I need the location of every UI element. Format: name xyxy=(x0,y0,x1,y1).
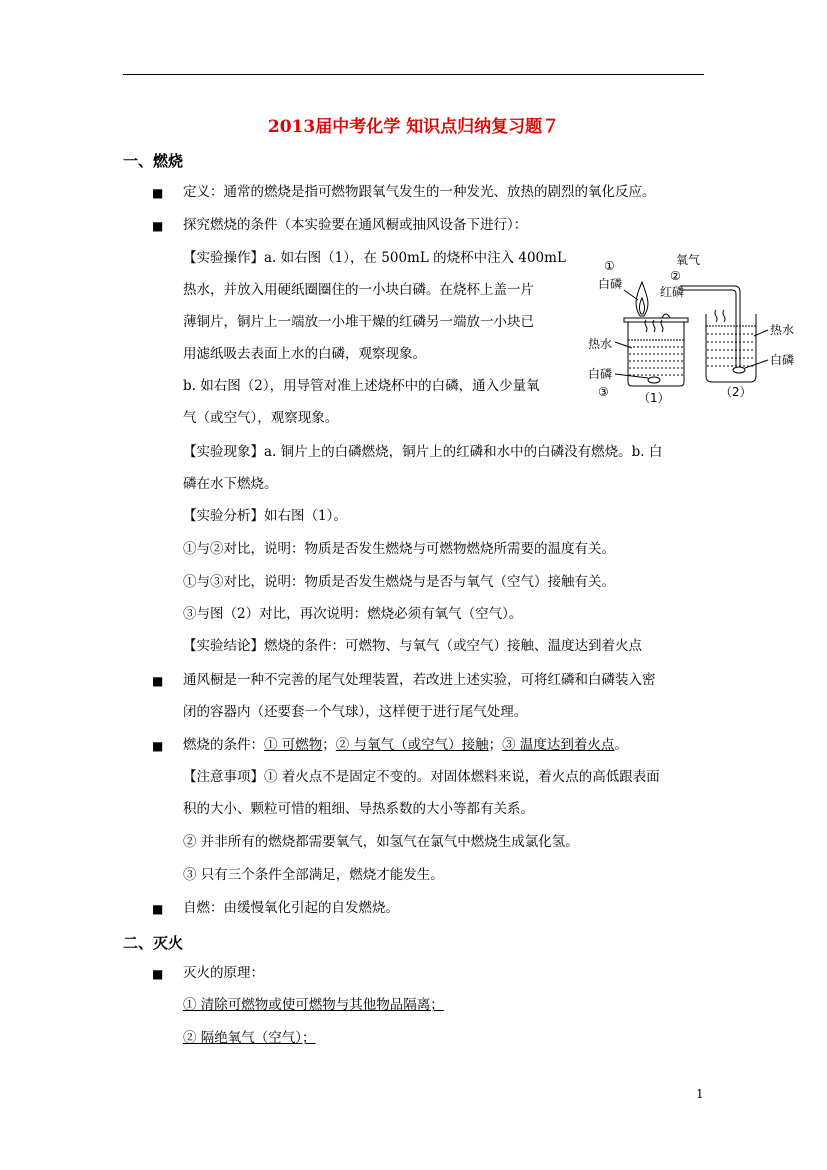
combustion-experiment-figure xyxy=(580,244,820,412)
bullet-icon: ■ xyxy=(152,967,164,981)
bullet-icon: ■ xyxy=(152,739,164,753)
document-title: 2013届中考化学 知识点归纳复习题７ xyxy=(267,117,560,137)
header-rule xyxy=(123,74,704,75)
label-hot-water-left: 热水 xyxy=(588,337,613,351)
phenomenon-line: 磷在水下燃烧。 xyxy=(183,476,278,492)
label-hot-water-right: 热水 xyxy=(770,323,795,337)
operation-line: 用滤纸吸去表面上水的白磷，观察现象。 xyxy=(183,346,426,362)
explore-text: 探究燃烧的条件（本实验要在通风橱或抽风设备下进行）： xyxy=(183,217,528,233)
label-1: ① xyxy=(604,259,615,273)
section-heading-combustion: 一、燃烧 xyxy=(123,152,184,170)
hood-line: 闭的容器内（还要套一个气球），这样便于进行尾气处理。 xyxy=(183,704,528,720)
conditions-end: 。 xyxy=(614,737,628,753)
hood-line: 通风橱是一种不完善的尾气处理装置，若改进上述实验，可将红磷和白磷装入密 xyxy=(183,672,656,688)
condition-oxygen: ② 与氧气（或空气）接触 xyxy=(335,737,489,753)
conditions-prefix: 燃烧的条件： xyxy=(183,737,264,753)
page-number: 1 xyxy=(696,1087,704,1101)
bullet-icon: ■ xyxy=(152,674,164,688)
notes-line: ② 并非所有的燃烧都需要氧气，如氢气在氯气中燃烧生成氯化氢。 xyxy=(183,834,579,850)
label-oxygen: 氧气 xyxy=(676,253,701,267)
condition-separator: ； xyxy=(488,737,503,753)
operation-line: 薄铜片，铜片上一端放一小堆干燥的红磷另一端放一小块已 xyxy=(183,314,534,330)
self-ignition-text: 自燃：由缓慢氧化引起的自发燃烧。 xyxy=(183,900,399,916)
conditions-line xyxy=(183,737,628,753)
definition-text: 定义：通常的燃烧是指可燃物跟氧气发生的一种发光、放热的剧烈的氧化反应。 xyxy=(183,184,656,200)
principle-item: ① 清除可燃物或使可燃物与其他物品隔离； xyxy=(183,997,444,1013)
notes-line: 积的大小、颗粒可惜的粗细、导热系数的大小等都有关系。 xyxy=(183,801,534,817)
beaker-2 xyxy=(706,314,756,382)
notes-line: 【注意事项】① 着火点不是固定不变的。对固体燃料来说，着火点的高低跟表面 xyxy=(183,769,660,785)
copper-plate xyxy=(624,318,688,322)
principle-item: ② 隔绝氧气（空气）； xyxy=(183,1030,316,1046)
operation-line: 【实验操作】a. 如右图（1），在 500mL 的烧杯中注入 400mL xyxy=(183,250,566,266)
conclusion-line: 【实验结论】燃烧的条件：可燃物、与氧气（或空气）接触、温度达到着火点 xyxy=(183,638,642,654)
condition-separator: ； xyxy=(322,737,336,753)
label-white-phosphorus-top: 白磷 xyxy=(598,277,623,291)
operation-line: 气（或空气），观察现象。 xyxy=(183,410,339,426)
operation-line: b. 如右图（2），用导管对准上述烧杯中的白磷，通入少量氧 xyxy=(183,378,540,394)
label-red-phosphorus: 红磷 xyxy=(660,285,685,299)
operation-line: 热水，并放入用硬纸圈圈住的一小块白磷。在烧杯上盖一片 xyxy=(183,282,534,298)
notes-line: ③ 只有三个条件全部满足，燃烧才能发生。 xyxy=(183,867,444,883)
label-2: ② xyxy=(670,269,681,283)
analysis-line: ①与②对比，说明：物质是否发生燃烧与可燃物燃烧所需要的温度有关。 xyxy=(183,541,615,557)
bullet-icon: ■ xyxy=(152,219,164,233)
condition-combustible: ① 可燃物 xyxy=(264,737,323,753)
analysis-line: 【实验分析】如右图（1）。 xyxy=(183,508,347,524)
label-white-phosphorus-left: 白磷 xyxy=(588,367,613,381)
principle-text: 灭火的原理： xyxy=(183,965,264,981)
caption-1: （1） xyxy=(638,391,670,405)
label-white-phosphorus-right: 白磷 xyxy=(770,353,795,367)
analysis-line: ①与③对比，说明：物质是否发生燃烧与是否与氧气（空气）接触有关。 xyxy=(183,574,615,590)
analysis-line: ③与图（2）对比，再次说明：燃烧必须有氧气（空气）。 xyxy=(183,606,523,622)
phenomenon-line: 【实验现象】a. 铜片上的白磷燃烧，铜片上的红磷和水中的白磷没有燃烧。b. 白 xyxy=(183,444,663,460)
condition-ignition-point: ③ 温度达到着火点 xyxy=(502,737,615,753)
section-heading-extinguish: 二、灭火 xyxy=(123,934,184,952)
bullet-icon: ■ xyxy=(152,186,164,200)
label-3: ③ xyxy=(598,385,609,399)
caption-2: （2） xyxy=(720,385,752,399)
bullet-icon: ■ xyxy=(152,902,164,916)
